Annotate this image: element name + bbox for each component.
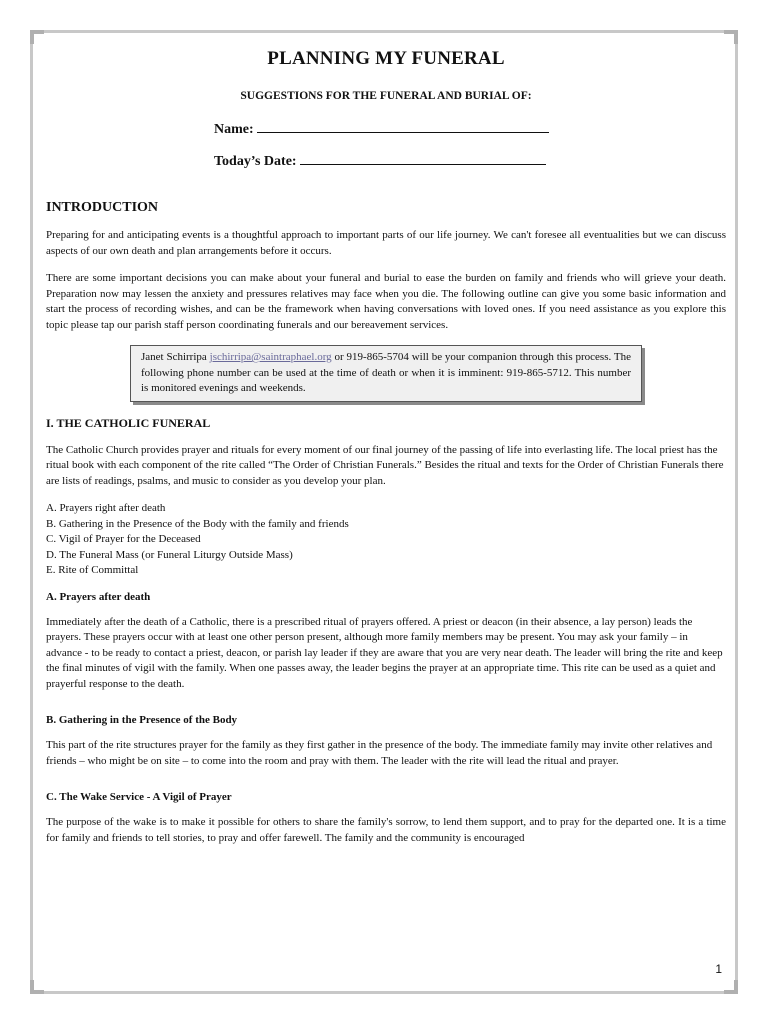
list-item: B. Gathering in the Presence of the Body with the family and friends: [46, 517, 349, 530]
contact-email-link[interactable]: jschirripa@saintraphael.org: [209, 351, 332, 363]
subsection-c-paragraph: The purpose of the wake is to make it possible for others to share the family's sorrow, to lend them support, and to pray for the departed one. It is a time for family and friends to tell stories, to pray and offer farewell. The family and the community is encouraged: [46, 816, 726, 844]
border-corner: [724, 30, 738, 44]
document-page: [46, 48, 726, 858]
list-item: A. Prayers right after death: [46, 502, 166, 514]
border-corner: [30, 980, 44, 994]
page-subtitle: SUGGESTIONS FOR THE FUNERAL AND BURIAL OF:: [240, 90, 532, 102]
contact-name: Janet Schirripa: [141, 351, 207, 363]
page-title: PLANNING MY FUNERAL: [267, 48, 505, 69]
subsection-a-paragraph: Immediately after the death of a Catholic, there is a prescribed ritual of prayers offered. A priest or deacon (in their absence, a lay person) leads the prayers. These prayers occur with at least one other person present, although more family members may be present. You may ask your family – in advance - to be ready to contact a priest, deacon, or parish lay leader if they are aware that you are very near death. The leader will bring the rite and keep the final minutes of vigil with the family. When one passes away, the leader begins the prayer at an appropriate time. This rite can be used as a quiet and prayerful response to the death.: [46, 615, 723, 690]
date-blank-line[interactable]: [300, 152, 546, 165]
border-corner: [724, 980, 738, 994]
subsection-b-heading: B. Gathering in the Presence of the Body: [46, 714, 238, 726]
rite-list: [46, 501, 726, 579]
name-label: Name:: [214, 122, 254, 137]
page-number: 1: [715, 962, 722, 976]
name-blank-line[interactable]: [257, 120, 549, 133]
subsection-b-paragraph: This part of the rite structures prayer for the family as they first gather in the presence of the body. The immediate family may invite other relatives and friends – who might be on site – to come into the room and pray with them. The leader with the rite will lead the ritual and prayer.: [46, 739, 713, 767]
intro-heading: INTRODUCTION: [46, 200, 159, 215]
contact-box: [130, 345, 642, 402]
name-field: [214, 120, 726, 138]
date-label: Today’s Date:: [214, 154, 297, 169]
date-field: [214, 152, 726, 170]
list-item: D. The Funeral Mass (or Funeral Liturgy Outside Mass): [46, 548, 293, 561]
list-item: E. Rite of Committal: [46, 564, 139, 576]
section-1-heading: I. THE CATHOLIC FUNERAL: [46, 415, 211, 430]
subsection-c-heading: C. The Wake Service - A Vigil of Prayer: [46, 791, 232, 803]
intro-paragraph-1: Preparing for and anticipating events is a thoughtful approach to important parts of our life journey. We can't foresee all eventualities but we can discuss aspects of our own death and plan arrangements before it occurs.: [46, 229, 726, 257]
intro-paragraph-2: There are some important decisions you can make about your funeral and burial to ease the burden on family and friends who will grieve your death. Preparation now may lessen the anxiety and pressures relatives may face when you die. The following outline can give you some basic information and start the process of recording wishes, and can be the framework when having conversations with loved ones. If you need assistance as you explore this topic please tap our parish staff person coordinating funerals and our bereavement services.: [46, 272, 726, 331]
contact-details: or 919-865-5704 will be your companion through this process. The following phone number can be used at the time of death or when it is imminent: 919-865-5712. This number is monitored evenings and weekends.: [141, 351, 631, 394]
subsection-a-heading: A. Prayers after death: [46, 590, 151, 603]
section-1-paragraph: The Catholic Church provides prayer and rituals for every moment of our final journey of the passing of life into everlasting life. The local priest has the ritual book with each component of the rite called “The Order of Christian Funerals.” Besides the ritual and texts for the Order of Christian Funerals there are lists of readings, psalms, and music to consider as you develop your plan.: [46, 443, 724, 487]
contact-text: [141, 350, 631, 397]
list-item: C. Vigil of Prayer for the Deceased: [46, 533, 201, 545]
border-corner: [30, 30, 44, 44]
